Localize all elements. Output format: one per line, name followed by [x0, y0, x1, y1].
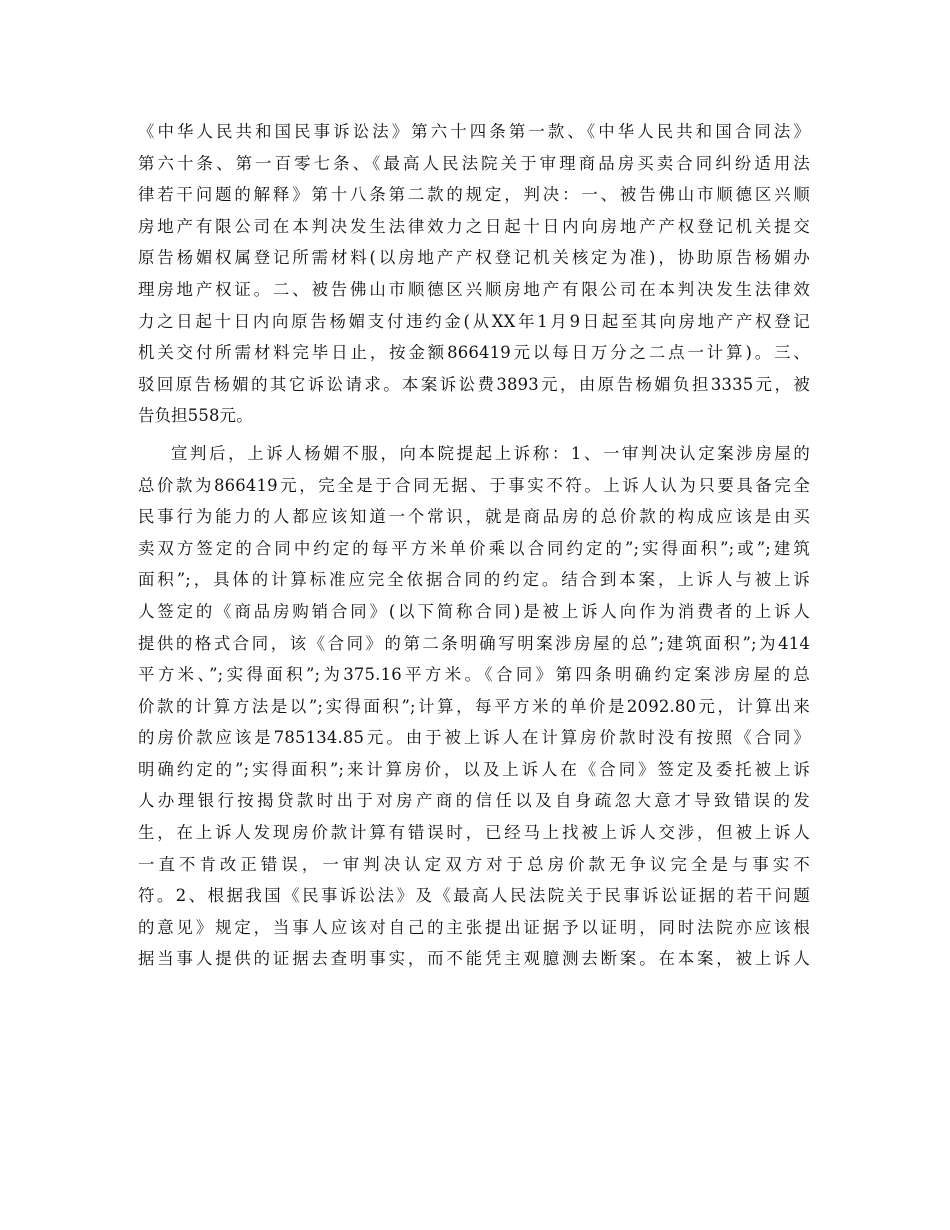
- text-line: 的房价款应该是785134.85元。由于被上诉人在计算房价款时没有按照《合同》: [138, 728, 810, 748]
- document-body: [138, 116, 810, 975]
- text-line: 原告杨媚权属登记所需材料(以房地产产权登记机关核定为准)，协助原告杨媚办: [138, 248, 810, 268]
- text-line: 面积”;，具体的计算标准应完全依据合同的约定。结合到本案，上诉人与被上诉: [138, 570, 810, 590]
- text-line: 人办理银行按揭贷款时出于对房产商的信任以及自身疏忽大意才导致错误的发: [138, 791, 810, 811]
- text-line: 一直不肯改正错误，一审判决认定双方对于总房价款无争议完全是与事实不: [138, 854, 810, 874]
- text-line: 据当事人提供的证据去查明事实，而不能凭主观臆测去断案。在本案，被上诉人: [138, 949, 810, 969]
- paragraph-1: [138, 116, 810, 432]
- text-line: 总价款为866419元，完全是于合同无据、于事实不符。上诉人认为只要具备完全: [138, 475, 810, 495]
- text-line: 房地产有限公司在本判决发生法律效力之日起十日内向房地产产权登记机关提交: [138, 216, 810, 236]
- text-line: 第六十条、第一百零七条、《最高人民法院关于审理商品房买卖合同纠纷适用法: [138, 153, 810, 173]
- text-line: 人签定的《商品房购销合同》(以下简称合同)是被上诉人向作为消费者的上诉人: [138, 601, 810, 621]
- text-line: 宣判后，上诉人杨媚不服，向本院提起上诉称：1、一审判决认定案涉房屋的: [171, 443, 810, 463]
- text-line: 驳回原告杨媚的其它诉讼请求。本案诉讼费3893元，由原告杨媚负担3335元，被: [138, 374, 810, 394]
- text-line: 告负担558元。: [138, 406, 253, 426]
- text-line: 民事行为能力的人都应该知道一个常识，就是商品房的总价款的构成应该是由买: [138, 507, 810, 527]
- paragraph-2: [138, 438, 810, 975]
- text-line: 的意见》规定，当事人应该对自己的主张提出证据予以证明，同时法院亦应该根: [138, 917, 810, 937]
- text-line: 卖双方签定的合同中约定的每平方米单价乘以合同约定的”;实得面积”;或”;建筑: [138, 538, 810, 558]
- text-line: 明确约定的”;实得面积”;来计算房价，以及上诉人在《合同》签定及委托被上诉: [138, 759, 810, 779]
- text-line: 律若干问题的解释》第十八条第二款的规定，判决：一、被告佛山市顺德区兴顺: [138, 185, 810, 205]
- text-line: 价款的计算方法是以”;实得面积”;计算，每平方米的单价是2092.80元，计算出来: [138, 696, 810, 716]
- text-line: 理房地产权证。二、被告佛山市顺德区兴顺房地产有限公司在本判决发生法律效: [138, 279, 810, 299]
- text-line: 力之日起十日内向原告杨媚支付违约金(从XX年1月9日起至其向房地产产权登记: [138, 311, 810, 331]
- text-line: 平方米、”;实得面积”;为375.16平方米。《合同》第四条明确约定案涉房屋的总: [138, 665, 810, 685]
- text-line: 生，在上诉人发现房价款计算有错误时，已经马上找被上诉人交涉，但被上诉人: [138, 823, 810, 843]
- text-line: 符。2、根据我国《民事诉讼法》及《最高人民法院关于民事诉讼证据的若干问题: [138, 886, 810, 906]
- text-line: 机关交付所需材料完毕日止，按金额866419元以每日万分之二点一计算)。三、: [138, 343, 810, 363]
- text-line: 《中华人民共和国民事诉讼法》第六十四条第一款、《中华人民共和国合同法》: [138, 122, 810, 141]
- text-line: 提供的格式合同，该《合同》的第二条明确写明案涉房屋的总”;建筑面积”;为414: [138, 633, 810, 653]
